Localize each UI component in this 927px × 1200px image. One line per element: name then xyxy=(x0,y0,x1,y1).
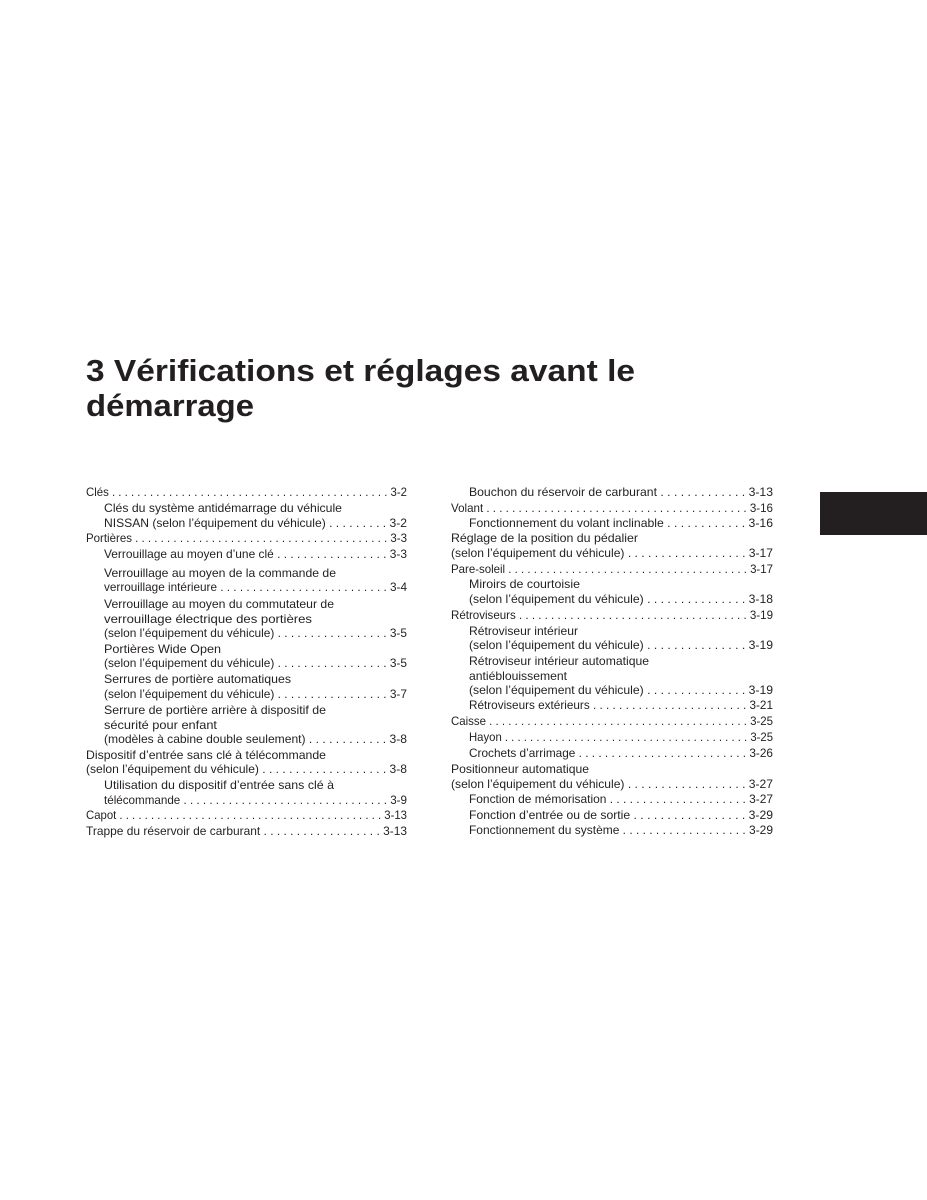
toc-entry-verrouillage-commutateur-line-1[interactable]: Verrouillage au moyen du commutateur de xyxy=(104,597,335,611)
toc-entry-entree-sans-cle-line-1[interactable]: Dispositif d’entrée sans clé à télécommande xyxy=(86,748,327,762)
toc-entry-cles[interactable]: Clés . . . . . . . . . . . . . . . . . . . . . . . . . . . . . . . . . . . . . . . . . . . . 3-2 xyxy=(86,485,408,499)
toc-left-column xyxy=(86,485,407,838)
toc-entry-positionneur-line-2[interactable]: (selon l’équipement du véhicule) . . . . . . . . . . . . . . . . . . 3-27 xyxy=(451,777,774,791)
toc-entry-miroirs-line-1[interactable]: Miroirs de courtoisie xyxy=(469,577,581,591)
toc-entry-utilisation-entree-line-2[interactable]: télécommande . . . . . . . . . . . . . . . . . . . . . . . . . . . . . . . . 3-9 xyxy=(104,793,408,807)
toc-entry-verrouillage-commutateur-line-3[interactable]: (selon l’équipement du véhicule) . . . . . . . . . . . . . . . . . 3-5 xyxy=(104,626,408,640)
toc-entry-bouchon-reservoir[interactable]: Bouchon du réservoir de carburant . . . . . . . . . . . . . 3-13 xyxy=(469,485,774,499)
chapter-title xyxy=(86,353,635,423)
toc-entry-cles-antidemarrage-line-1[interactable]: Clés du système antidémarrage du véhicule xyxy=(104,501,343,515)
toc-entry-securite-enfant-line-3[interactable]: (modèles à cabine double seulement) . . . . . . . . . . . . 3-8 xyxy=(104,732,408,746)
toc-entry-retroviseur-automatique-line-2[interactable]: antiéblouissement xyxy=(469,669,568,683)
toc-entry-volant-inclinable[interactable]: Fonctionnement du volant inclinable . . . . . . . . . . . . 3-16 xyxy=(469,516,774,530)
toc-entry-serrures-automatiques-line-1[interactable]: Serrures de portière automatiques xyxy=(104,672,291,686)
toc-entry-fonctionnement-systeme[interactable]: Fonctionnement du système . . . . . . . . . . . . . . . . . . . 3-29 xyxy=(469,823,774,837)
chapter-tab xyxy=(820,492,927,535)
toc-entry-hayon[interactable]: Hayon . . . . . . . . . . . . . . . . . . . . . . . . . . . . . . . . . . . . . . . 3-25 xyxy=(469,730,774,744)
toc-entry-cles-antidemarrage-line-2[interactable]: NISSAN (selon l’équipement du véhicule) . . . . . . . . . 3-2 xyxy=(104,516,408,530)
toc-entry-retroviseurs[interactable]: Rétroviseurs . . . . . . . . . . . . . . . . . . . . . . . . . . . . . . . . . . . . 3-19 xyxy=(451,608,774,622)
toc-entry-portieres[interactable]: Portières . . . . . . . . . . . . . . . . . . . . . . . . . . . . . . . . . . . . . . . . 3-3 xyxy=(86,531,408,545)
toc-entry-securite-enfant-line-1[interactable]: Serrure de portière arrière à dispositif de xyxy=(104,703,327,717)
toc-entry-entree-sans-cle-line-2[interactable]: (selon l’équipement du véhicule) . . . . . . . . . . . . . . . . . . . 3-8 xyxy=(86,762,408,776)
toc-entry-wide-open-line-1[interactable]: Portières Wide Open xyxy=(104,642,221,656)
chapter-title-line-1: 3 Vérifications et réglages avant le xyxy=(86,353,635,388)
toc-entry-trappe-reservoir[interactable]: Trappe du réservoir de carburant . . . . . . . . . . . . . . . . . . 3-13 xyxy=(86,824,408,838)
toc-entry-pedalier-line-1[interactable]: Réglage de la position du pédalier xyxy=(451,531,638,545)
toc-entry-wide-open-line-2[interactable]: (selon l’équipement du véhicule) . . . . . . . . . . . . . . . . . 3-5 xyxy=(104,656,408,670)
toc-entry-miroirs-line-2[interactable]: (selon l’équipement du véhicule) . . . . . . . . . . . . . . . 3-18 xyxy=(469,592,774,606)
toc-entry-pedalier-line-2[interactable]: (selon l’équipement du véhicule) . . . . . . . . . . . . . . . . . . 3-17 xyxy=(451,546,774,560)
toc-entry-securite-enfant-line-2[interactable]: sécurité pour enfant xyxy=(104,718,218,732)
toc-entry-retroviseur-automatique-line-1[interactable]: Rétroviseur intérieur automatique xyxy=(469,654,650,668)
toc-entry-entree-sortie[interactable]: Fonction d’entrée ou de sortie . . . . . . . . . . . . . . . . . 3-29 xyxy=(469,808,774,822)
chapter-title-line-2: démarrage xyxy=(86,388,255,423)
toc-entry-volant[interactable]: Volant . . . . . . . . . . . . . . . . . . . . . . . . . . . . . . . . . . . . . . . . . 3-16 xyxy=(451,501,774,515)
toc-entry-verrouillage-cle[interactable]: Verrouillage au moyen d’une clé . . . . . . . . . . . . . . . . . 3-3 xyxy=(104,547,408,561)
toc-entry-capot[interactable]: Capot . . . . . . . . . . . . . . . . . . . . . . . . . . . . . . . . . . . . . . . . . . 3-13 xyxy=(86,808,408,822)
toc-entry-utilisation-entree-line-1[interactable]: Utilisation du dispositif d’entrée sans clé à xyxy=(104,778,335,792)
toc-entry-verrouillage-commande-line-1[interactable]: Verrouillage au moyen de la commande de xyxy=(104,566,337,580)
toc-entry-retroviseur-interieur-line-1[interactable]: Rétroviseur intérieur xyxy=(469,624,578,638)
toc-entry-serrures-automatiques-line-2[interactable]: (selon l’équipement du véhicule) . . . . . . . . . . . . . . . . . 3-7 xyxy=(104,687,408,701)
toc-right-column xyxy=(451,485,773,837)
toc-entry-crochets-arrimage[interactable]: Crochets d’arrimage . . . . . . . . . . . . . . . . . . . . . . . . . . 3-26 xyxy=(469,746,774,760)
toc-entry-verrouillage-commutateur-line-2[interactable]: verrouillage électrique des portières xyxy=(104,612,312,626)
toc-entry-pare-soleil[interactable]: Pare-soleil . . . . . . . . . . . . . . . . . . . . . . . . . . . . . . . . . . . . . . 3-17 xyxy=(451,562,774,576)
toc-entry-positionneur-line-1[interactable]: Positionneur automatique xyxy=(451,762,590,776)
toc-entry-caisse[interactable]: Caisse . . . . . . . . . . . . . . . . . . . . . . . . . . . . . . . . . . . . . . . . . 3-25 xyxy=(451,714,774,728)
toc-entry-verrouillage-commande-line-2[interactable]: verrouillage intérieure . . . . . . . . . . . . . . . . . . . . . . . . . . 3-4 xyxy=(104,580,408,594)
toc-entry-memorisation[interactable]: Fonction de mémorisation . . . . . . . . . . . . . . . . . . . . . 3-27 xyxy=(469,792,774,806)
toc-entry-retroviseurs-exterieurs[interactable]: Rétroviseurs extérieurs . . . . . . . . . . . . . . . . . . . . . . . . 3-21 xyxy=(469,698,774,712)
toc-entry-retroviseur-automatique-line-3[interactable]: (selon l’équipement du véhicule) . . . . . . . . . . . . . . . 3-19 xyxy=(469,683,774,697)
toc-entry-retroviseur-interieur-line-2[interactable]: (selon l’équipement du véhicule) . . . . . . . . . . . . . . . 3-19 xyxy=(469,638,774,652)
